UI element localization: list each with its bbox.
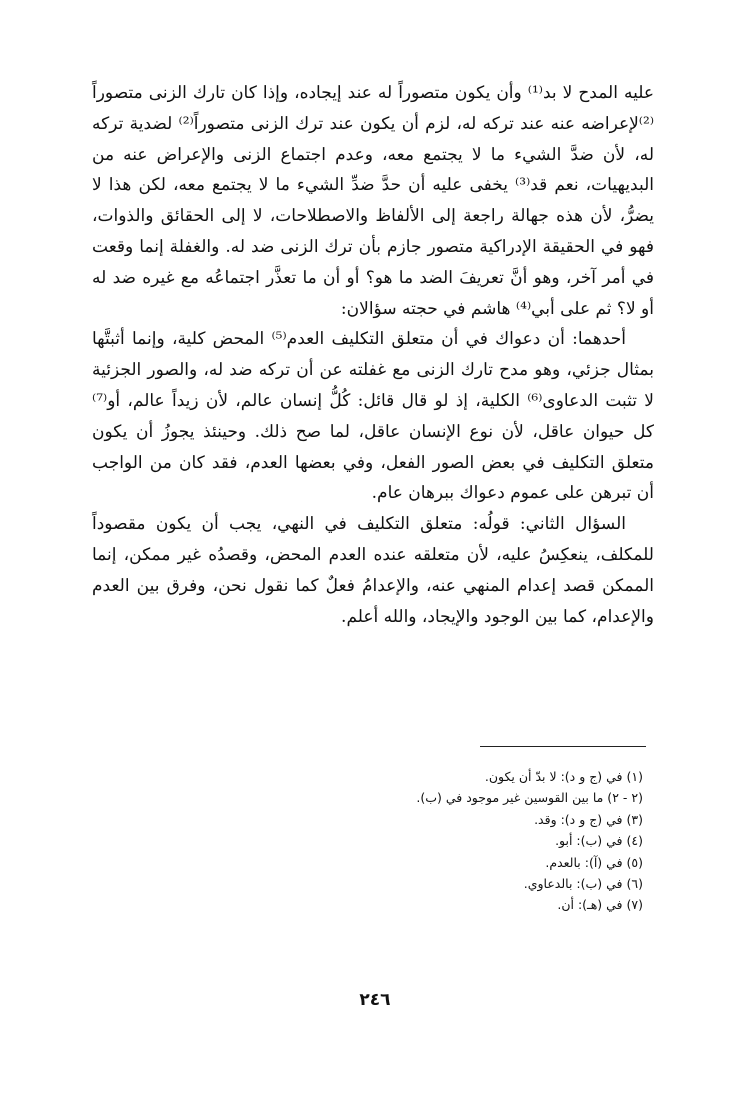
paragraph-1: عليه المدح لا بد⁽¹⁾ وأن يكون متصوراً له عند إيجاده، وإذا كان تارك الزنى متصوراً ⁽²⁾لإعراضه عنه عند تركه له، لزم أن يكون عند ترك الزنى متصوراً⁽²⁾ لضدية تركه له، لأن ضدَّ الشيء ما لا يجتمع معه، وعدم اجتماع الزنى والإعراض عنه من البديهيات، نعم قد⁽³⁾ يخفى عليه أن حدَّ ضدِّ الشيء ما لا يجتمع معه، لكن هذا لا يضرُّ، لأن هذه جهالة راجعة إلى الألفاظ والاصطلاحات، لا إلى الحقائق والذوات، فهو في الحقيقة الإدراكية متصور جازم بأن ترك الزنى ضد له. والغفلة إنما وقعت في أمر آخر، وهو أنَّ تعريفَ الضد ما هو؟ أو أن ما تعذَّر اجتماعُه مع غيره ضد له أو لا؟ ثم على أبي⁽⁴⁾ هاشم في حجته سؤالان:	[92, 83, 654, 319]
main-text	[92, 78, 654, 632]
footnote-6: (٦) في (ب): بالدعاوي.	[523, 876, 643, 892]
footnote-3: (٣) في (ج و د): وقد.	[534, 811, 643, 827]
paragraph-3: السؤال الثاني: قولُه: متعلق التكليف في النهي، يجب أن يكون مقصوداً للمكلف، ينعكِسُ عليه، لأن متعلقه عنده العدم المحض، وقصدُه غير ممكن، إنما الممكن قصد إعدام المنهي عنه، والإعدامُ فعلٌ كما نقول نحن، وفرق بين العدم والإعدام، كما بين الوجود والإيجاد، والله أعلم.	[92, 514, 654, 627]
footnote-4: (٤) في (ب): أبو.	[555, 833, 643, 849]
page-number: ٢٤٦	[359, 990, 391, 1010]
footnote-7: (٧) في (هـ): أن.	[557, 897, 643, 913]
footnote-separator	[480, 746, 646, 747]
footnote-2: (٢ - ٢) ما بين القوسين غير موجود في (ب).	[416, 790, 643, 806]
paragraph-2: أحدهما: أن دعواك في أن متعلق التكليف العدم⁽⁵⁾ المحض كلية، وإنما أثبتَّها بمثال جزئي، وهو مدح تارك الزنى مع غفلته عن أن تركه ضد له، والصور الجزئية لا تثبت الدعاوى⁽⁶⁾ الكلية، إذ لو قال قائل: كُلُّ إنسان عالم، لأن زيداً عالم، أو⁽⁷⁾ كل حيوان عاقل، لأن نوع الإنسان عاقل، لما صح ذلك. وحينئذ يجوزُ أن يكون متعلق التكليف في بعض الصور الفعل، وفي بعضها العدم، فقد كان من الواجب أن تبرهن على عموم دعواك ببرهان عام.	[92, 329, 654, 504]
footnote-5: (٥) في (آ): بالعدم.	[545, 854, 643, 870]
footnotes	[300, 766, 643, 916]
footnote-1: (١) في (ج و د): لا بدّ أن يكون.	[484, 769, 643, 784]
